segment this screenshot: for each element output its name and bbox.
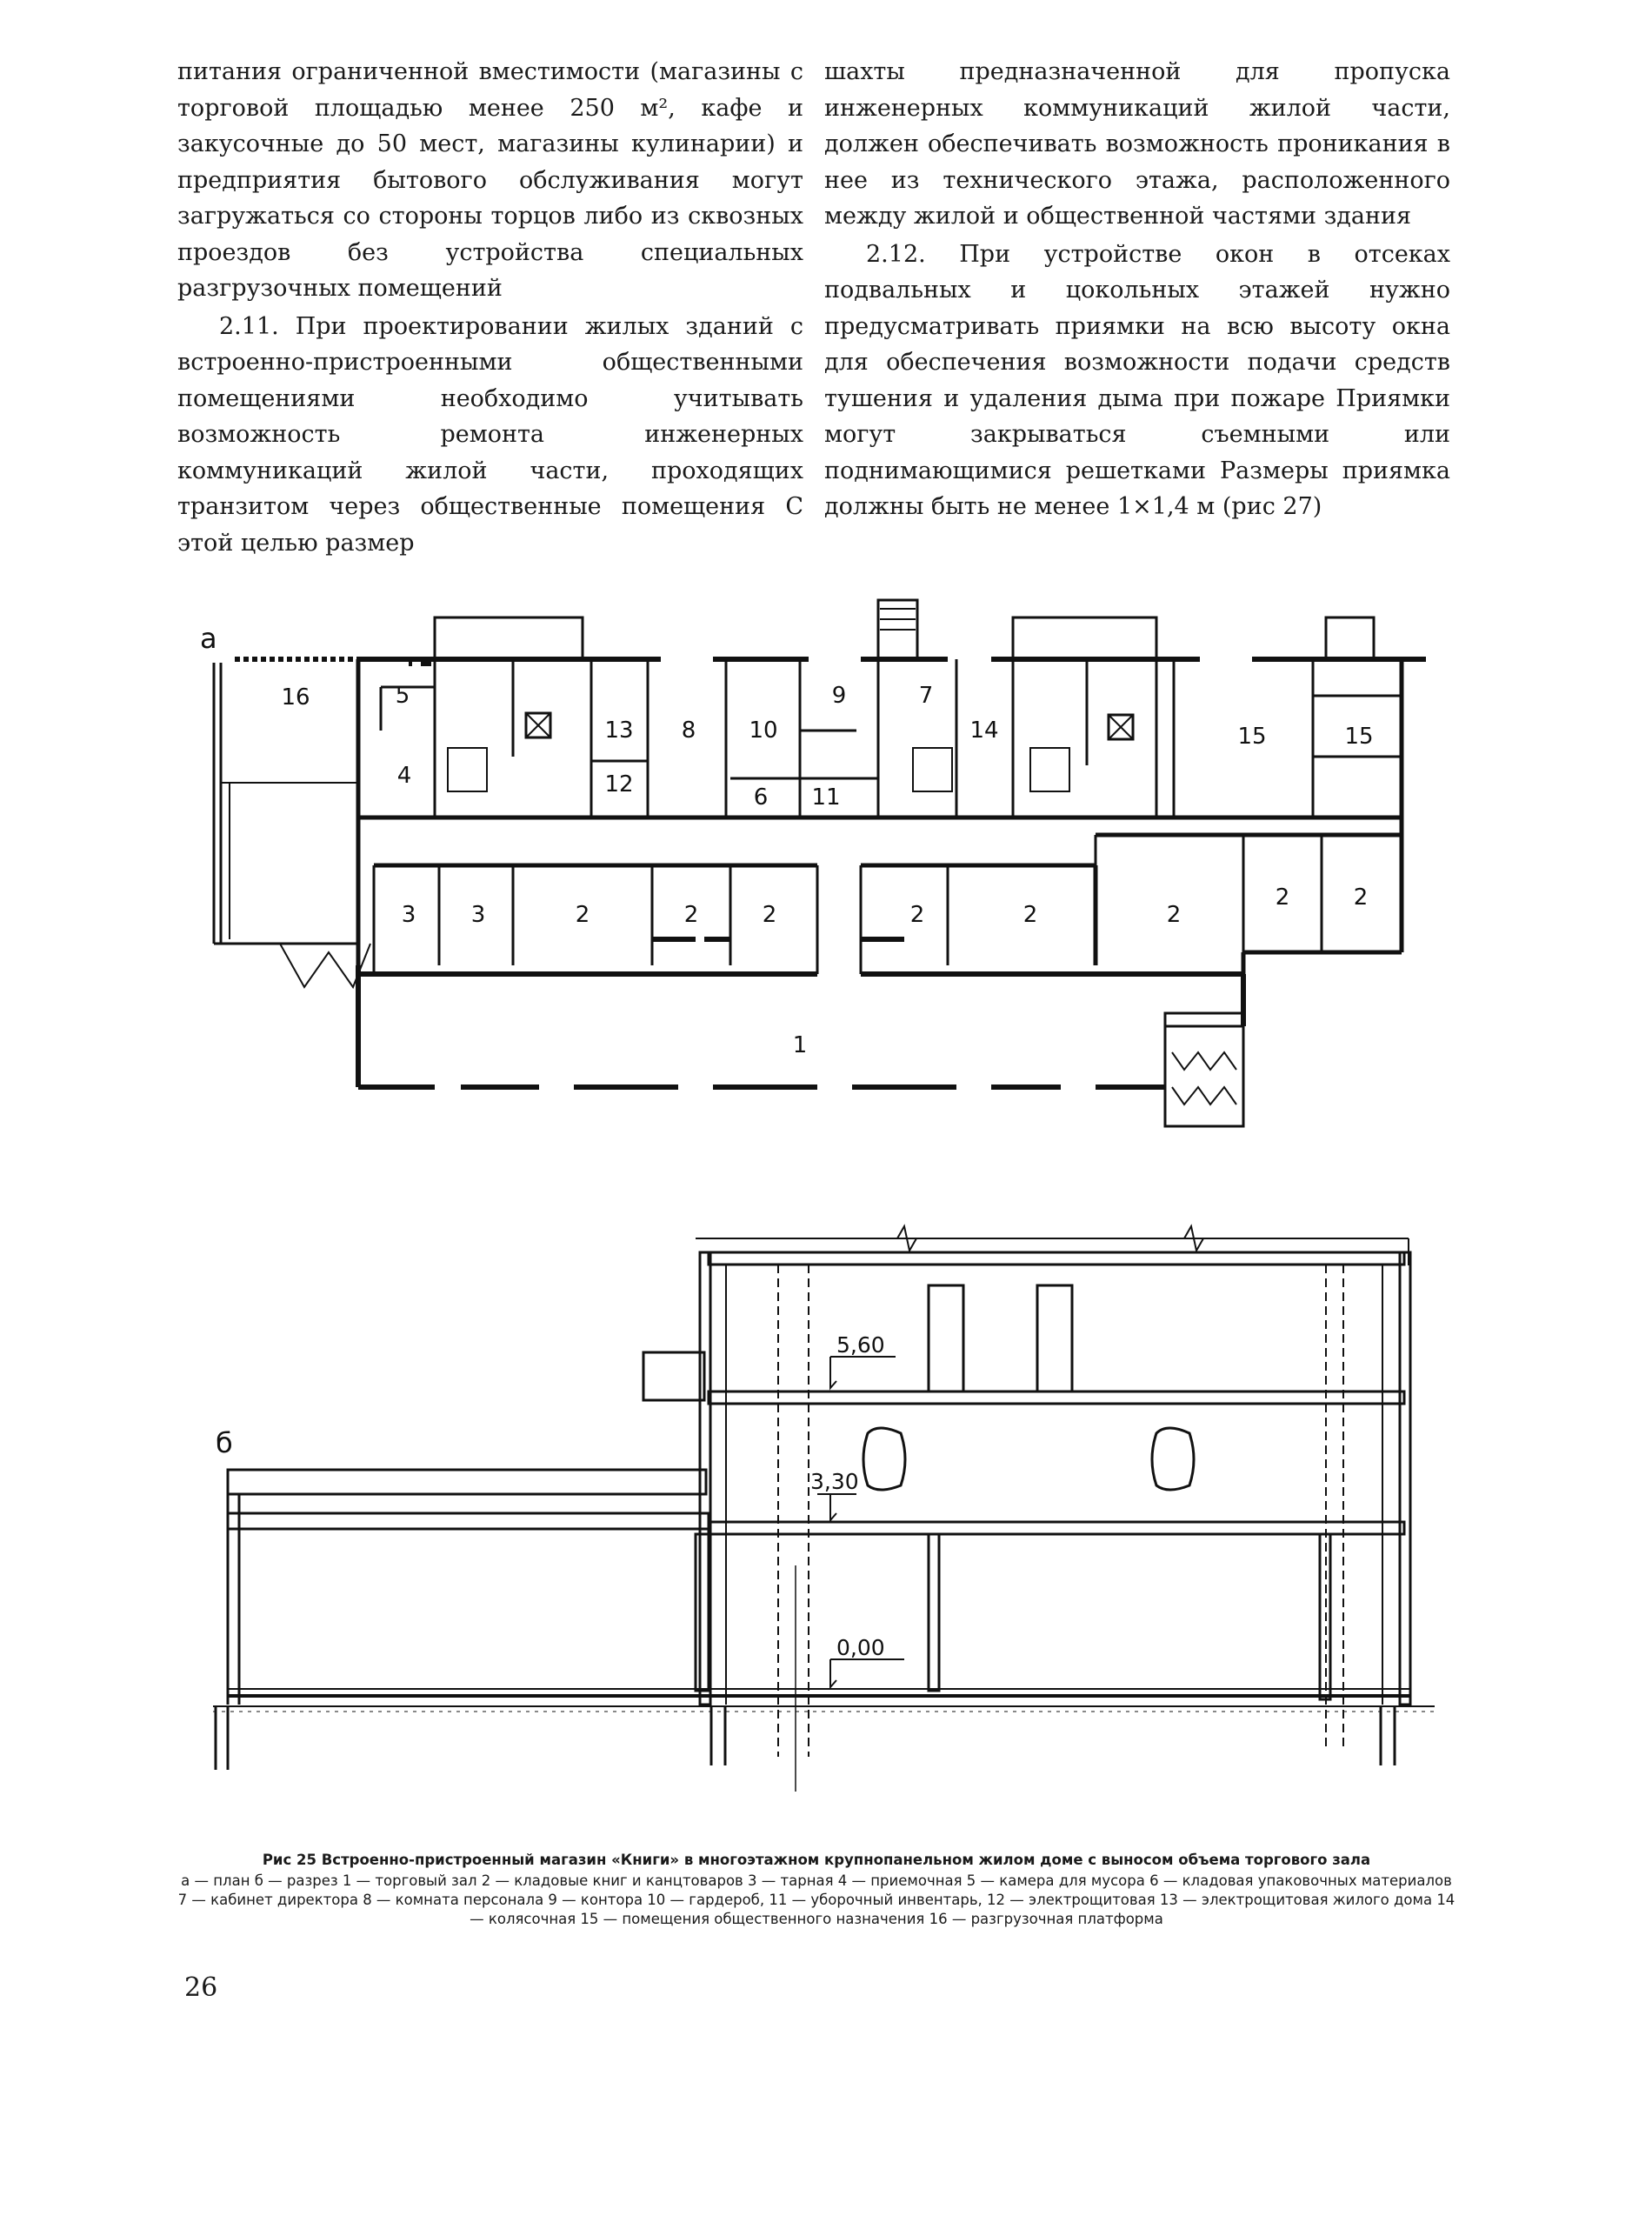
room-label: 15 — [1344, 724, 1374, 750]
room-label: 6 — [753, 784, 769, 811]
room-label: 12 — [604, 771, 634, 798]
level-marks — [810, 1332, 885, 1660]
room-label: 3 — [401, 902, 416, 928]
section-label: б — [216, 1426, 233, 1459]
caption-title: Рис 25 Встроенно-пристроенный магазин «Книги» в многоэтажном крупнопанельном жилом доме с выносом объема торгового зала — [262, 1852, 1371, 1868]
paragraph: питания ограниченной вместимости (магазины с торговой площадью менее 250 м², кафе и закусочные до 50 мест, магазины кулинарии) и предприятия бытового обслуживания могут загружаться со стороны торцов либо из сквозных проездов без устройства специальных разгрузочных помещений — [177, 58, 803, 302]
room-label: 2 — [1023, 902, 1038, 928]
room-label: 2 — [1275, 884, 1290, 911]
room-label: 2 — [1353, 884, 1369, 911]
room-label: 11 — [811, 784, 841, 811]
room-label: 3 — [470, 902, 486, 928]
caption-legend: а — план б — разрез 1 — торговый зал 2 — кладовые книг и канцтоваров 3 — тарная 4 — приемочная 5 — камера для мусора 6 — кладовая упаковочных материалов 7 — кабинет директора 8 — комната персонала 9 — контора 10 — гардероб, 11 — уборочный инвентарь, 12 — электрощитовая 13 — электрощитовая жилого дома 14 — колясочная 15 — помещения общественного назначения 16 — разгрузочная платформа — [177, 1872, 1455, 1927]
floor-plan — [200, 600, 1426, 1126]
room-label: 4 — [396, 763, 412, 789]
room-label: 13 — [604, 717, 634, 744]
plan-label: а — [200, 622, 217, 655]
room-label: 1 — [792, 1032, 808, 1058]
level-mark: 0,00 — [836, 1635, 885, 1660]
paragraph: 2.11. При проектировании жилых зданий с встроенно-пристроенными общественными помещениями необходимо учитывать возможность ремонта инженерных коммуникаций жилой части, проходящих транзитом через общественные помещения С этой целью размер — [177, 312, 803, 557]
level-mark: 5,60 — [836, 1332, 885, 1358]
room-label: 2 — [762, 902, 777, 928]
room-label: 10 — [749, 717, 778, 744]
page-number: 26 — [184, 1972, 218, 2003]
room-label: 15 — [1237, 724, 1267, 750]
room-label: 2 — [909, 902, 925, 928]
room-label: 2 — [683, 902, 699, 928]
level-mark: 3,30 — [810, 1469, 859, 1494]
room-label: 8 — [681, 717, 696, 744]
room-label: 5 — [395, 683, 410, 709]
figure-caption — [177, 1851, 1455, 1929]
room-label: 9 — [831, 683, 847, 709]
paragraph: шахты предназначенной для пропуска инженерных коммуникаций жилой части, должен обеспечивать возможность проникания в нее из технического этажа, расположенного между жилой и общественной частями здания — [824, 58, 1450, 230]
room-label: 2 — [575, 902, 590, 928]
room-label: 2 — [1166, 902, 1182, 928]
paragraph: 2.12. При устройстве окон в отсеках подвальных и цокольных этажей нужно предусматривать приямки на всю высоту окна для обеспечения возможности подачи средств тушения и удаления дыма при пожаре Приямки могут закрываться съемными или поднимающимися решетками Размеры приямка должны быть не менее 1×1,4 м (рис 27) — [824, 240, 1450, 520]
room-label: 7 — [918, 683, 934, 709]
room-numbers — [281, 683, 1373, 1058]
room-label: 16 — [281, 684, 310, 711]
building-section — [213, 1226, 1435, 1792]
room-label: 14 — [969, 717, 999, 744]
